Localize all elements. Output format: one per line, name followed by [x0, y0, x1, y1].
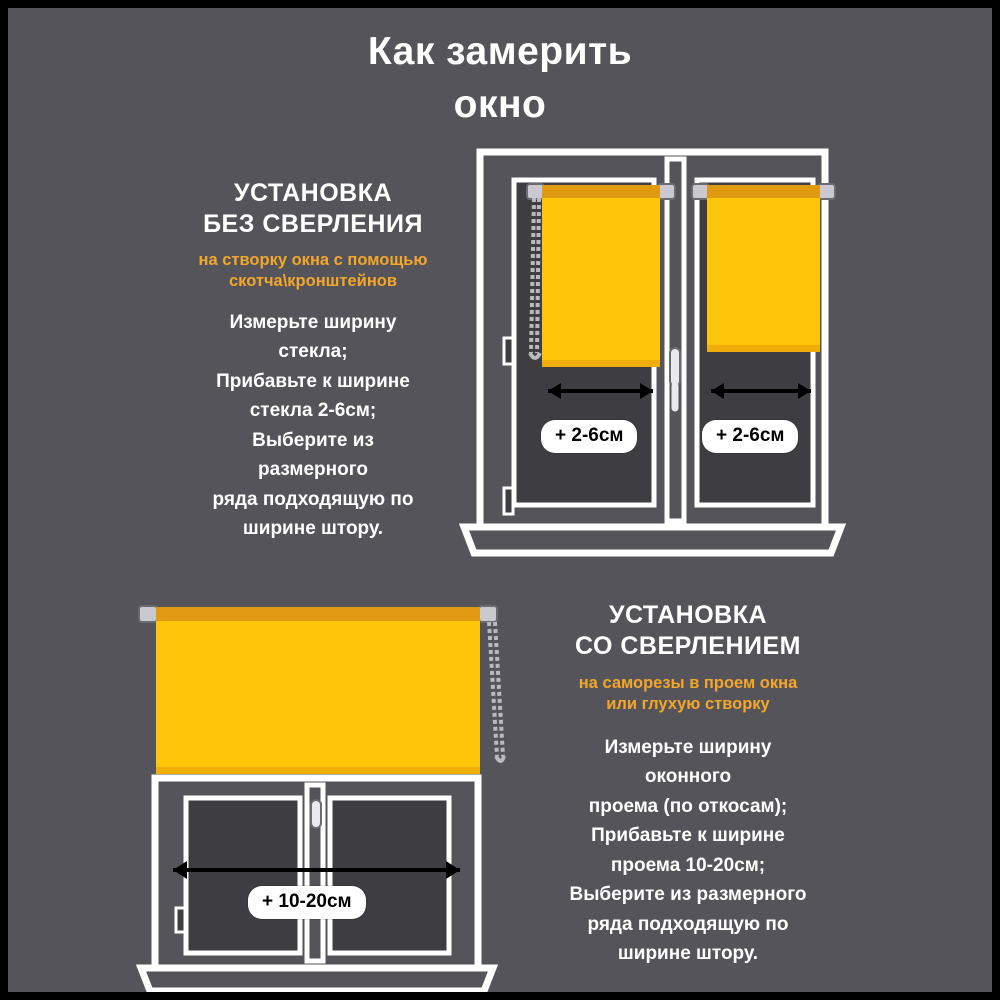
no-drill-subtitle-line2: скотча\кронштейнов — [228, 272, 398, 291]
no-drill-body-line: Измерьте ширину — [229, 312, 397, 333]
no-drill-body-line: Прибавьте к ширине — [216, 370, 410, 392]
infographic-panel — [8, 8, 992, 992]
drill-subtitle-line2: или глухую створку — [606, 695, 770, 714]
no-drill-body-line: стекла; — [278, 341, 348, 363]
no-drill-body-line: ширине штору. — [242, 518, 384, 540]
no-drill-heading — [148, 178, 478, 241]
drill-heading-line1: УСТАНОВКА — [608, 601, 768, 629]
no-drill-body-line: размерного — [258, 459, 368, 481]
measure-label-left: + 2-6см — [541, 420, 637, 453]
drill-body-line: ряда подходящую по — [587, 913, 789, 935]
drill-body-line: Измерьте ширину — [604, 737, 772, 758]
no-drill-body-line: стекла 2-6см; — [249, 400, 377, 422]
drill-heading — [513, 600, 863, 663]
no-drill-body — [158, 308, 468, 544]
drill-body-line: проема 10-20см; — [610, 854, 766, 876]
drill-subtitle-line1: на саморезы в проем окна — [578, 674, 798, 692]
bottom-window-illustration — [139, 606, 504, 991]
no-drill-body-line: ряда подходящую по — [212, 488, 414, 510]
drill-body-line: ширине штору. — [617, 943, 759, 965]
drill-body-line: Выберите из размерного — [569, 884, 807, 906]
drill-subtitle — [513, 673, 863, 716]
measure-label-bottom: + 10-20см — [248, 886, 366, 919]
page-title-line1: Как замерить — [367, 30, 633, 73]
no-drill-body-line: Выберите из — [252, 429, 374, 451]
no-drill-subtitle-line1: на створку окна с помощью — [198, 251, 428, 269]
no-drill-subtitle — [148, 250, 478, 293]
measure-label-right: + 2-6см — [702, 420, 798, 453]
drill-body-line: оконного — [644, 766, 732, 788]
no-drill-heading-line1: УСТАНОВКА — [233, 179, 393, 207]
drill-body-line: проема (по откосам); — [588, 795, 788, 817]
drill-heading-line2: СО СВЕРЛЕНИЕМ — [575, 632, 801, 661]
drill-body-line: Прибавьте к ширине — [591, 825, 785, 847]
drill-body — [508, 733, 868, 969]
page-title-line2: окно — [453, 82, 547, 126]
no-drill-heading-line2: БЕЗ СВЕРЛЕНИЯ — [203, 210, 423, 239]
top-window-illustration — [464, 152, 841, 553]
